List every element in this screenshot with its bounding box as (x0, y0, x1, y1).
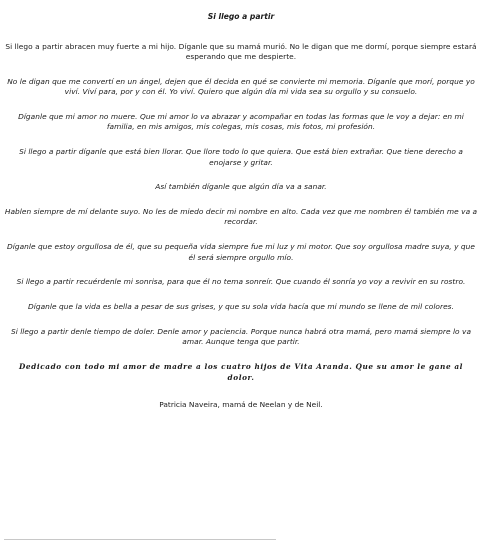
paragraph-4: Si llego a partir díganle que está bien llorar. Que llore todo lo que quiera. Que está bien extrañar. Que tiene derecho a enojarse y gritar. (19, 147, 463, 167)
paragraph-7: Díganle que estoy orgullosa de él, que su pequeña vida siempre fue mi luz y mi motor. Que soy orgullosa madre suya, y que él será siempre orgullo mío. (7, 242, 475, 262)
paragraph-10: Si llego a partir denle tiempo de doler. Denle amor y paciencia. Porque nunca habrá otra mamá, pero mamá siempre lo va amar. Aunque tenga que partir. (10, 326, 472, 347)
paragraph-2: No le digan que me convertí en un ángel, dejen que él decida en qué se convierte mi memoria. Díganle que morí, porque yo viví. Viví para, por y con él. Yo viví. Quiero que algún día mi vida sea su orgullo y su consuelo. (7, 77, 475, 97)
paragraph-9: Díganle que la vida es bella a pesar de sus grises, y que su sola vida hacía que mi mundo se llene de mil colores. (28, 302, 454, 312)
document-title: Si llego a partir (207, 12, 275, 21)
footer-divider (4, 539, 276, 540)
signature: Patricia Naveira, mamá de Neelan y de Neil. (159, 400, 323, 410)
paragraph-1: Si llego a partir abracen muy fuerte a mi hijo. Díganle que su mamá murió. No le digan que me dormí, porque siempre estará esperando que me despierte. (5, 42, 477, 62)
paragraph-5: Así también díganle que algún día va a sanar. (155, 182, 327, 192)
dedication: Dedicado con todo mi amor de madre a los cuatro hijos de Vita Aranda. Que su amor le gane al dolor. (18, 362, 464, 382)
paragraph-6: Hablen siempre de mí delante suyo. No les de miedo decir mi nombre en alto. Cada vez que me nombren él también me va a recordar. (4, 207, 478, 227)
paragraph-3: Díganle que mi amor no muere. Que mi amor lo va abrazar y acompañar en todas las formas que le voy a dejar: en mi familia, en mis amigos, mis colegas, mis cosas, mis fotos, mi profesión. (18, 112, 464, 132)
paragraph-8: Si llego a partir recuérdenle mi sonrisa, para que él no tema sonreír. Que cuando él sonría yo voy a revivir en su rostro. (16, 277, 466, 287)
